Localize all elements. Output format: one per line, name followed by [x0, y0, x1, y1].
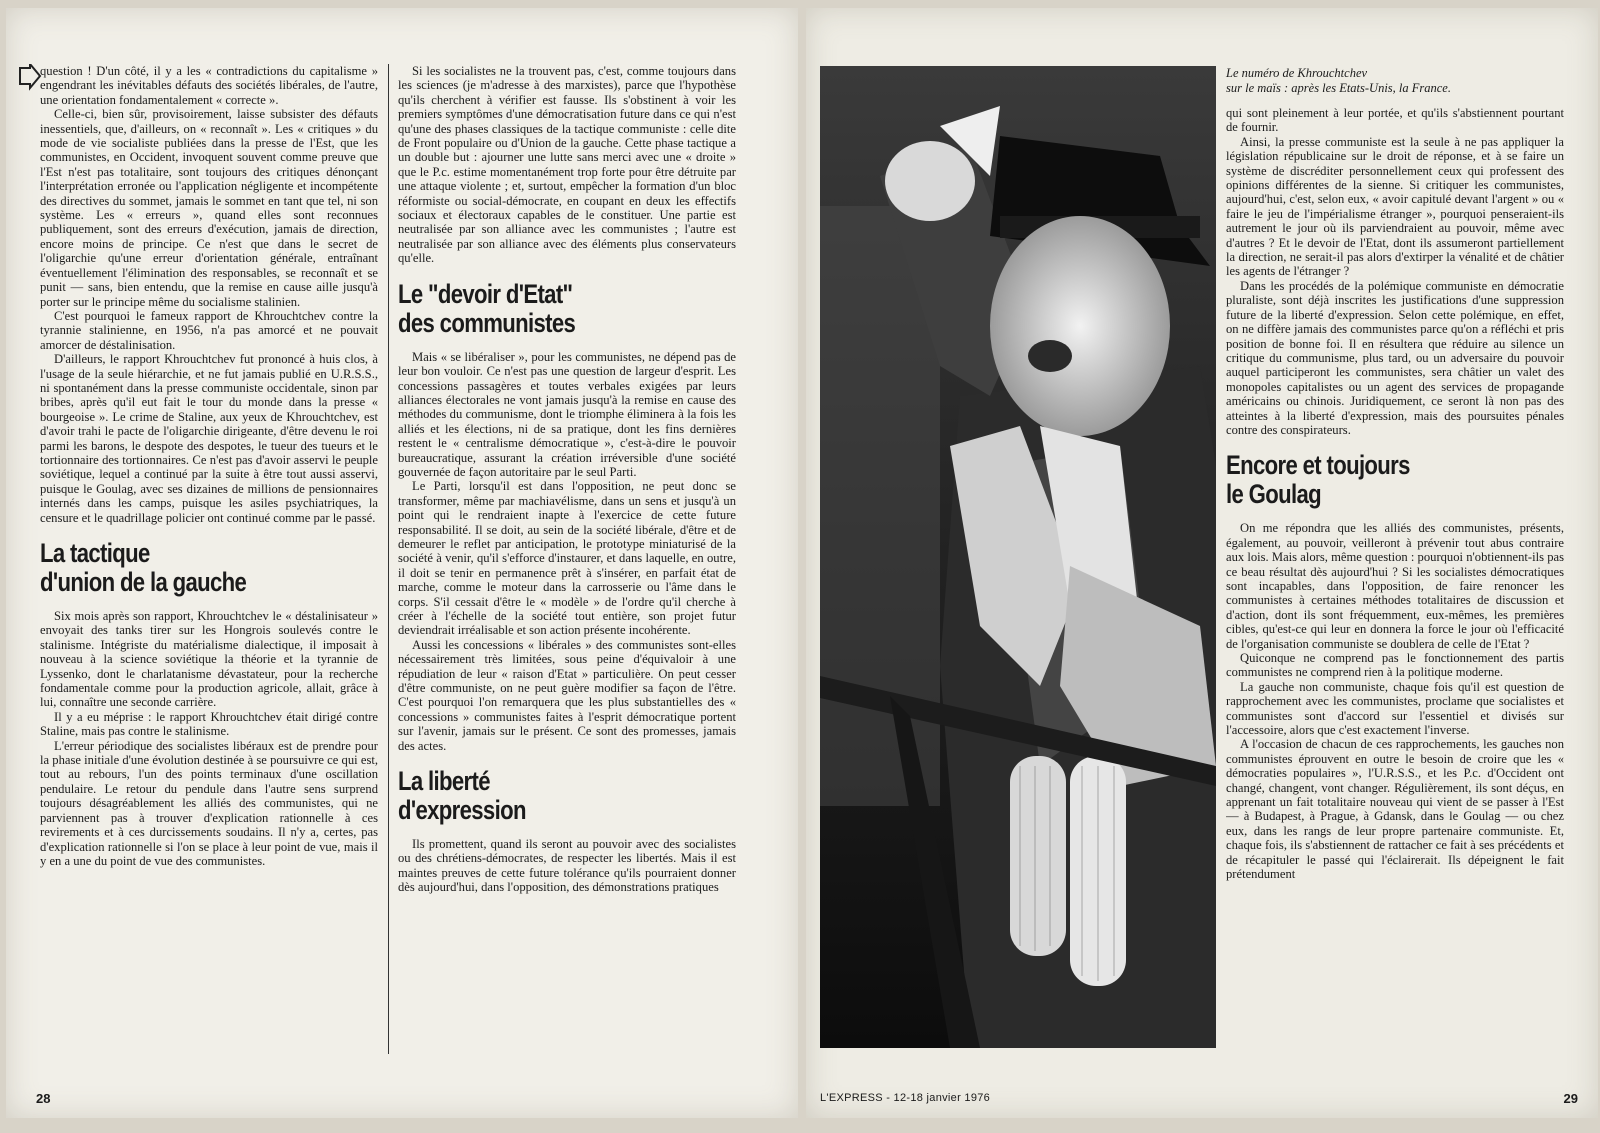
- paragraph: Quiconque ne comprend pas le fonctionnement des partis communistes ne comprend rien à la politique moderne.: [1226, 651, 1564, 680]
- heading-line: d'expression: [398, 795, 526, 826]
- right-page: [806, 8, 1598, 1118]
- photo-illustration: [820, 66, 1216, 1048]
- paragraph: Il y a eu méprise : le rapport Khrouchtchev était dirigé contre Staline, mais pas contre le stalinisme.: [40, 709, 378, 739]
- section-heading: [1226, 451, 1503, 509]
- paragraph: Mais « se libéraliser », pour les communistes, ne dépend pas de leur bon vouloir. Ce n'est pas une question de largeur d'esprit. Les concessions passagères et toutes verbales exigées par leurs alliances électorales ne vont jamais jusqu'à la remise en cause des méthodes du communisme, dont le triomphe éliminera à la fois les alliés et les élections, ni de sa pratique, dont les fins dernières restent le « centralisme démocratique », c'est-à-dire le pouvoir bureaucratique, assurant la création irréversible d'une société gouvernée de façon autoritaire par le seul Parti.: [398, 349, 736, 479]
- paragraph: Ainsi, la presse communiste est la seule à ne pas appliquer la législation républicaine sur le droit de réponse, et à se faire un système de discréditer personnellement ceux qui professent des opinions différentes de la sienne. Si critiquer les communistes, aujourd'hui, c'est, selon eux, « avoir capitulé devant l'argent » ou « faire le jeu de l'impérialisme étranger », pourquoi penseraient-ils autrement le jour où ils parviendraient au pouvoir, même avec d'autres ? Et le devoir de l'Etat, dont ils assumeront partiellement la direction, ne serait-il pas alors d'extirper la vénalité et de châtier les agents de l'étranger ?: [1226, 134, 1564, 279]
- right-column: [1226, 106, 1564, 1066]
- paragraph: Si les socialistes ne la trouvent pas, c'est, comme toujours dans les sciences (je m'adresse à des marxistes), parce que l'hypothèse qu'ils cherchent à vérifier est fausse. Ils s'obstinent à voir les premiers symptômes d'une démocratisation future dans ce qui n'est qu'une des phases classiques de la tactique communiste : celle dite de Front populaire ou d'Union de la gauche. Cette phase tactique a un double but : ajourner une lutte sans merci avec une « droite » que le P.c. estime momentanément trop forte pour être détruite par une attaque violente ; et, surtout, empêcher la formation d'un bloc réformiste ou social-démocrate, en coupant en deux les effectifs sociaux et électoraux capables de le constituer. Une partie est neutralisée par son alliance avec les communistes ; l'autre est neutralisée par son alliance avec des éléments plus conservateurs qu'elle.: [398, 64, 736, 266]
- left-column-2: [398, 64, 736, 1064]
- heading-line: d'union de la gauche: [40, 567, 247, 597]
- magazine-footer: L'EXPRESS - 12-18 janvier 1976: [820, 1092, 991, 1104]
- paragraph: question ! D'un côté, il y a les « contradictions du capitalisme » engendrant les inévitables défauts des sociétés libérales, de l'autre, une orientation fondamentalement « correcte ».: [40, 64, 378, 107]
- caption-line: Le numéro de Khrouchtchev: [1226, 66, 1368, 80]
- paragraph: On me répondra que les alliés des communistes, présents, également, au pouvoir, veilleront à prévenir tout abus contraire aux lois. Mais alors, même question : pourquoi n'obtiennent-ils pas ce beau résultat dès aujourd'hui ? Si les socialistes démocratiques sont incapables, dans l'opposition, de faire renoncer les communistes à certaines méthodes totalitaires de discussion et d'action, dont ils sont fréquemment, eux-mêmes, les premières cibles, qu'est-ce qui leur en donnera la force le jour où l'efficacité de l'organisation communiste se doublera de celle de l'Etat ?: [1226, 521, 1564, 651]
- paragraph: A l'occasion de chacun de ces rapprochements, les gauches non communistes éprouvent en outre le besoin de croire que les « démocraties populaires », l'U.R.S.S., et les P.c. d'Occident ont changé, changent, vont changer. Régulièrement, ils sont déçus, en apprenant un fait totalitaire nouveau qui vient de se passer à l'Est — à Budapest, à Prague, à Gdansk, dans le Goulag — ou chez eux, dans les rangs de leur propre partenaire communiste. Et, chaque fois, ils s'abstiennent de rattacher ce fait à ses précédents et de récapituler le passé qui l'éclairerait. Ils dépeignent le fait prétendument: [1226, 737, 1564, 882]
- left-page: [6, 8, 798, 1118]
- left-column-1: [40, 64, 378, 1064]
- paragraph: La gauche non communiste, chaque fois qu'il est question de rapprochement avec les communistes, proclame que socialistes et communistes sont d'accord sur l'essentiel et divisés sur l'accessoire, alors que c'est exactement l'inverse.: [1226, 679, 1564, 738]
- section-heading: [398, 280, 675, 338]
- heading-line: La tactique: [40, 538, 150, 568]
- khrushchev-photo: [820, 66, 1216, 1048]
- column-divider: [388, 64, 389, 1054]
- paragraph: qui sont pleinement à leur portée, et qu'ils s'abstiennent pourtant de fournir.: [1226, 106, 1564, 135]
- heading-line: Encore et toujours: [1226, 450, 1410, 481]
- page-number: 28: [36, 1091, 51, 1106]
- photo-caption: [1226, 66, 1556, 96]
- heading-line: le Goulag: [1226, 479, 1321, 510]
- paragraph: Dans les procédés de la polémique communiste en démocratie pluraliste, sont déjà inscrites les justifications d'une suppression future de la liberté d'expression. Selon cette polémique, en effet, on ne diffère jamais des communistes parce qu'on a réfléchi et pris position de bonne foi. Il en résultera que réduire au silence un critique du communisme, plus tard, ou un adversaire du pouvoir auquel participeront les communistes, sera châtier un valet des monopoles capitalistes ou un agent des services de propagande américains ou chinois. Juridiquement, ce seront là non pas des atteintes à la liberté d'expression, mais des poursuites pénales contre des conspirateurs.: [1226, 278, 1564, 437]
- paragraph: L'erreur périodique des socialistes libéraux est de prendre pour la phase initiale d'une évolution destinée à se poursuivre ce qui est, tout au rebours, l'un des points terminaux d'une oscillation pendulaire. Le retour du pendule dans l'autre sens surprend toujours désagréablement les alliés des communistes, qui ne parviennent pas à trouver d'explication rationnelle à ces revirements et à ces durcissements soudains. Il n'y a, certes, pas d'explication rationnelle si l'on se place à leur point de vue, mais il y en a une du point de vue des communistes.: [40, 738, 378, 868]
- heading-line: Le "devoir d'Etat": [398, 278, 573, 309]
- heading-line: La liberté: [398, 766, 490, 797]
- paragraph: Aussi les concessions « libérales » des communistes sont-elles nécessairement très limitées, sous peine d'équivaloir à une répudiation de leur « raison d'Etat » particulière. On peut cesser d'être communiste, on ne peut guère modifier sa façon de l'être. C'est pourquoi l'on remarquera que les plus substantielles des « concessions » communistes faites à l'esprit démocratique portent sur l'avenir, jamais sur le présent. Ce sont des promesses, jamais des actes.: [398, 637, 736, 753]
- page-number: 29: [1563, 1091, 1578, 1106]
- caption-line: sur le maïs : après les Etats-Unis, la France.: [1226, 81, 1451, 95]
- heading-line: des communistes: [398, 307, 576, 338]
- section-heading: [40, 539, 317, 597]
- continuation-arrow-icon: [16, 64, 42, 94]
- section-heading: [398, 767, 675, 825]
- paragraph: Celle-ci, bien sûr, provisoirement, laisse subsister des défauts inessentiels, que, d'ailleurs, on « reconnaît ». Les « critiques » du mode de vie socialiste publiées dans la presse de l'Est, que les communistes, en Occident, invoquent souvent comme preuve que l'Est n'est pas totalitaire, sont toujours des critiques dénonçant l'interprétation erronée ou l'application négligente et incompétente des directives du sommet, jamais le sommet en tant que tel, ni son système. Les « erreurs », quand elles sont reconnues publiquement, sont des erreurs d'exécution, jamais de direction, encore moins de principe. Ce n'est que dans le secret de l'oligarchie qu'une erreur d'orientation générale, entraînant éventuellement l'élimination des responsables, se reconnaît et se punit — sans, bien entendu, que la remise en cause aille jusqu'à porter sur le principe même du socialisme stalinien.: [40, 107, 378, 309]
- paragraph: Six mois après son rapport, Khrouchtchev le « déstalinisateur » envoyait des tanks tirer sur les Hongrois soulevés contre le stalinisme. Intégriste du matérialisme dialectique, il imposait à nouveau à la science soviétique la théorie et la tyrannie de Lyssenko, dont le charlatanisme dévastateur, pour la recherche fondamentale comme pour la production agricole, allait, grâce à lui, connaître une seconde carrière.: [40, 609, 378, 710]
- paragraph: D'ailleurs, le rapport Khrouchtchev fut prononcé à huis clos, à l'usage de la seule hiérarchie, et ne fut jamais publié en U.R.S.S., ni spontanément dans la presse communiste occidentale, sinon par bribes, après qu'il eut fait le tour du monde dans la presse « bourgeoise ». Le crime de Staline, aux yeux de Khrouchtchev, est d'avoir trahi le pacte de l'oligarchie dirigeante, d'être devenu le roi parmi les barons, le despote des despotes, le tueur des tueurs et le tortionnaire des tortionnaires. Ce n'est pas d'avoir asservi le peuple soviétique, lequel a continué par la suite à être tout aussi asservi, puisque le Goulag, avec ses dizaines de millions de pensionnaires internés dans les camps, puisque les asiles psychiatriques, la censure et le quadrillage policier ont continué comme par le passé.: [40, 352, 378, 525]
- paragraph: C'est pourquoi le fameux rapport de Khrouchtchev contre la tyrannie stalinienne, en 1956, n'a pas amorcé et ne pouvait amorcer de déstalinisation.: [40, 308, 378, 352]
- paragraph: Ils promettent, quand ils seront au pouvoir avec des socialistes ou des chrétiens-démocrates, de respecter les libertés. Mais il est maintes preuves de cette future tolérance qu'ils pourraient donner dès aujourd'hui, dans l'opposition, des démonstrations pratiques: [398, 837, 736, 895]
- paragraph: Le Parti, lorsqu'il est dans l'opposition, ne peut donc se transformer, même par machiavélisme, dans un sens et jusqu'à un point qui le rendraient inapte à l'exercice de cette future responsabilité. Il se doit, au sein de la société libérale, d'être et de demeurer le reflet par anticipation, le prototype miniaturisé de la société à venir, qu'il s'efforce d'instaurer, et dans laquelle, en outre, il doit se tenir en permanence prêt à s'insérer, en parfait état de marche, comme le moteur dans la carrosserie ou l'âme dans le corps. S'il cessait d'être le « modèle » de l'ordre qu'il cherche à créer à l'échelle de la société tout entière, son projet futur deviendrait irréalisable et son action présente incohérente.: [398, 479, 736, 638]
